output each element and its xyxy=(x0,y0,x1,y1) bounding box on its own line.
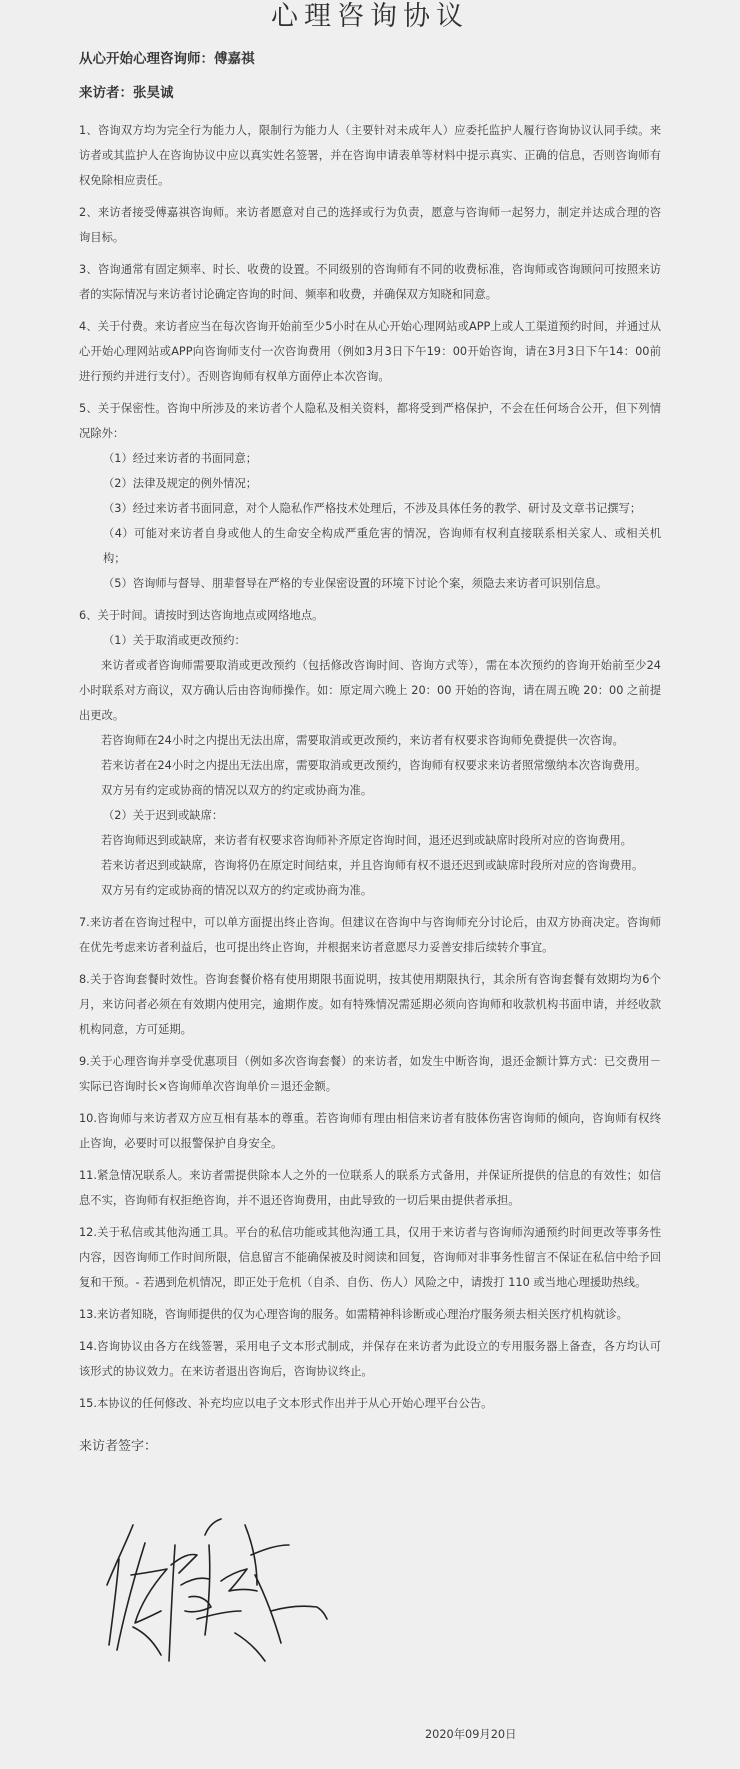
clause-7: 7.来访者在咨询过程中，可以单方面提出终止咨询。但建议在咨询中与咨询师充分讨论后，由双方协商决定。咨询师在优先考虑来访者利益后，也可提出终止咨询，并根据来访者意愿尽力妥善安排后续转介事宜。 xyxy=(79,916,661,954)
clause-3: 3、咨询通常有固定频率、时长、收费的设置。不同级别的咨询师有不同的收费标准，咨询师或咨询顾问可按照来访者的实际情况与来访者讨论确定咨询的时间、频率和收费，并确保双方知晓和同意。 xyxy=(79,263,661,301)
clause-11: 11.紧急情况联系人。来访者需提供除本人之外的一位联系人的联系方式备用，并保证所提供的信息的有效性；如信息不实，咨询师有权拒绝咨询，并不退还咨询费用，由此导致的一切后果由提供者承担。 xyxy=(79,1169,661,1207)
clause-2: 2、来访者接受傅嘉祺咨询师。来访者愿意对自己的选择或行为负责，愿意与咨询师一起努力，制定并达成合理的咨询目标。 xyxy=(79,206,661,244)
clause-13: 13.来访者知晓，咨询师提供的仅为心理咨询的服务。如需精神科诊断或心理治疗服务须去相关医疗机构就诊。 xyxy=(79,1308,628,1321)
clause-6-sub1-title: （1）关于取消或更改预约： xyxy=(103,634,246,647)
clause-6-sub1-b: 若咨询师在24小时之内提出无法出席，需要取消或更改预约，来访者有权要求咨询师免费提供一次咨询。 xyxy=(101,734,624,747)
clause-15: 15.本协议的任何修改、补充均应以电子文本形式作出并于从心开始心理平台公告。 xyxy=(79,1397,493,1410)
clause-6-intro: 6、关于时间。请按时到达咨询地点或网络地点。 xyxy=(79,609,324,622)
clause-1: 1、咨询双方均为完全行为能力人，限制行为能力人（主要针对未成年人）应委托监护人履行咨询协议认同手续。来访者或其监护人在咨询协议中应以真实姓名签署，并在咨询申请表单等材料中提示真实、正确的信息，否则咨询师有权免除相应责任。 xyxy=(79,124,661,187)
signature-date: 2020年09月20日 xyxy=(425,1728,517,1741)
clause-5-list xyxy=(79,446,661,596)
clause-5-item: （4）可能对来访者自身或他人的生命安全构成严重危害的情况，咨询师有权利直接联系相关家人、或相关机构； xyxy=(103,527,661,565)
clause-6-sub1-a: 来访者或者咨询师需要取消或更改预约（包括修改咨询时间、咨询方式等），需在本次预约的咨询开始前至少24小时联系对方商议，双方确认后由咨询师操作。如：原定周六晚上 20：00 开始的咨询，请在周五晚 20：00 之前提出更改。 xyxy=(79,659,661,722)
agreement-body xyxy=(79,50,661,1456)
counselor-line: 从心开始心理咨询师：傅嘉祺 xyxy=(79,51,255,67)
page-title: 心理咨询协议 xyxy=(271,1,469,32)
signature-label: 来访者签字： xyxy=(79,1439,158,1454)
clause-6-sub2-title: （2）关于迟到或缺席： xyxy=(103,809,224,822)
handwritten-signature xyxy=(105,1515,330,1667)
clause-9: 9.关于心理咨询并享受优惠项目（例如多次咨询套餐）的来访者，如发生中断咨询，退还金额计算方式：已交费用－实际已咨询时长×咨询师单次咨询单价＝退还金额。 xyxy=(79,1055,661,1093)
clause-5-item: （5）咨询师与督导、朋辈督导在严格的专业保密设置的环境下讨论个案，须隐去来访者可识别信息。 xyxy=(103,577,608,590)
clause-10: 10.咨询师与来访者双方应互相有基本的尊重。若咨询师有理由相信来访者有肢体伤害咨询师的倾向，咨询师有权终止咨询，必要时可以报警保护自身安全。 xyxy=(79,1112,661,1150)
clause-6-sub1-d: 双方另有约定或协商的情况以双方的约定或协商为准。 xyxy=(101,784,373,797)
clause-6-sub2-a: 若咨询师迟到或缺席，来访者有权要求咨询师补齐原定咨询时间，退还迟到或缺席时段所对应的咨询费用。 xyxy=(101,834,632,847)
clause-6-sub2-c: 双方另有约定或协商的情况以双方的约定或协商为准。 xyxy=(101,884,373,897)
clause-4: 4、关于付费。来访者应当在每次咨询开始前至少5小时在从心开始心理网站或APP上或人工渠道预约时间，并通过从心开始心理网站或APP向咨询师支付一次咨询费用（例如3月3日下午19：00开始咨询，请在3月3日下午14：00前进行预约并进行支付）。否则咨询师有权单方面停止本次咨询。 xyxy=(79,320,661,383)
clause-8: 8.关于咨询套餐时效性。咨询套餐价格有使用期限书面说明，按其使用期限执行，其余所有咨询套餐有效期均为6个月，来访问者必须在有效期内使用完，逾期作废。如有特殊情况需延期必须向咨询师和收款机构书面申请，并经收款机构同意，方可延期。 xyxy=(79,973,661,1036)
clause-5-item: （3）经过来访者书面同意，对个人隐私作严格技术处理后，不涉及具体任务的教学、研讨及文章书记撰写； xyxy=(103,502,642,515)
clause-5: 5、关于保密性。咨询中所涉及的来访者个人隐私及相关资料，都将受到严格保护，不会在任何场合公开，但下列情况除外： xyxy=(79,402,661,440)
clause-6 xyxy=(79,603,661,903)
clause-12: 12.关于私信或其他沟通工具。平台的私信功能或其他沟通工具，仅用于来访者与咨询师沟通预约时间更改等事务性内容，因咨询师工作时间所限，信息留言不能确保被及时阅读和回复，咨询师对非事务性留言不保证在私信中给予回复和干预。- 若遇到危机情况，即正处于危机（自杀、自伤、伤人）风险之中，请拨打 110 或当地心理援助热线。 xyxy=(79,1226,661,1289)
clause-6-sub1-c: 若来访者在24小时之内提出无法出席，需要取消或更改预约，咨询师有权要求来访者照常缴纳本次咨询费用。 xyxy=(101,759,647,772)
clause-5-item: （2）法律及规定的例外情况； xyxy=(103,477,258,490)
clause-14: 14.咨询协议由各方在线签署，采用电子文本形式制成，并保存在来访者为此设立的专用服务器上备查，各方均认可该形式的协议效力。在来访者退出咨询后，咨询协议终止。 xyxy=(79,1340,661,1378)
clause-6-sub2-b: 若来访者迟到或缺席，咨询将仍在原定时间结束，并且咨询师有权不退还迟到或缺席时段所对应的咨询费用。 xyxy=(101,859,644,872)
clause-5-item: （1）经过来访者的书面同意； xyxy=(103,452,258,465)
visitor-line: 来访者：张昊诚 xyxy=(79,85,174,101)
